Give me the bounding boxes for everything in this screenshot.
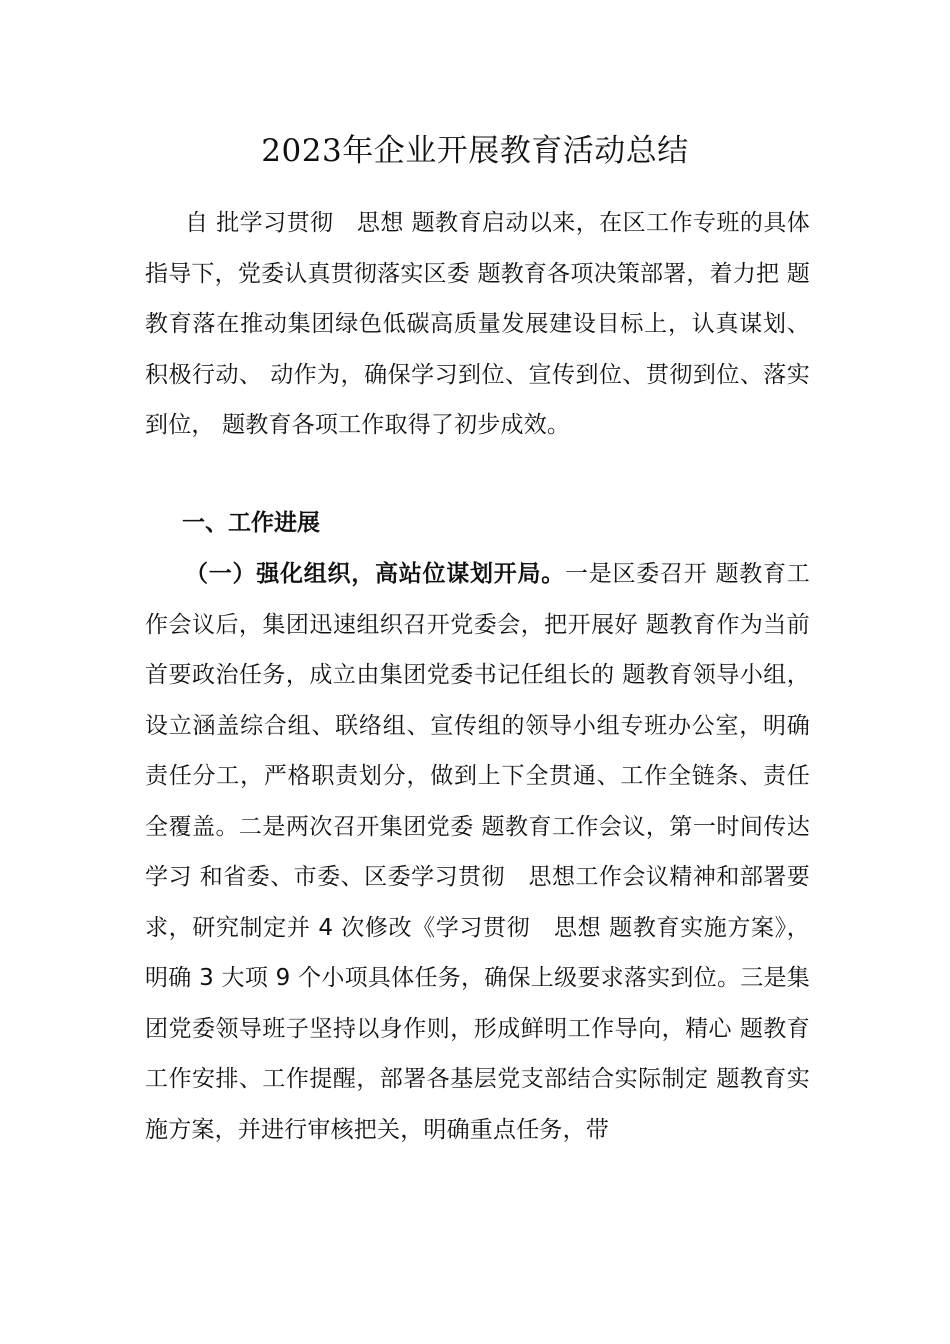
intro-paragraph: 自 批学习贯彻 思想 题教育启动以来，在区工作专班的具体指导下，党委认真贯彻落实区委 题教育各项决策部署，着力把 题教育落在推动集团绿色低碳高质量发展建设目标上，认真谋划、积极行动、 动作为，确保学习到位、宣传到位、贯彻到位、落实到位， 题教育各项工作取得了初步成效。 bbox=[145, 210, 810, 438]
section-heading: 一、工作进展 bbox=[182, 510, 320, 536]
subsection-body: 一是区委召开 题教育工作会议后，集团迅速组织召开党委会，把开展好 题教育作为当前首要政治任务，成立由集团党委书记任组长的 题教育领导小组，设立涵盖综合组、联络组、宣传组的领导小组专班办公室，明确责任分工，严格职责划分，做到上下全贯通、工作全链条、责任全覆盖。二是两次召开集团党委 题教育工作会议，第一时间传达学习 和省委、市委、区委学习贯彻 思想工作会议精神和部署要求，研究制定并 4 次修改《学习贯彻 思想 题教育实施方案》，明确 3 大项 9 个小项具体任务，确保上级要求落实到位。三是集团党委领导班子坚持以身作则，形成鲜明工作导向，精心 题教育工作安排、工作提醒，部署各基层党支部结合实际制定 题教育实施方案，并进行审核把关，明确重点任务，带 bbox=[145, 561, 811, 1143]
document-title: 2023年企业开展教育活动总结 bbox=[261, 133, 689, 169]
subsection-paragraph bbox=[145, 549, 810, 1155]
subsection-heading: （一）强化组织，高站位谋划开局。 bbox=[185, 561, 565, 587]
